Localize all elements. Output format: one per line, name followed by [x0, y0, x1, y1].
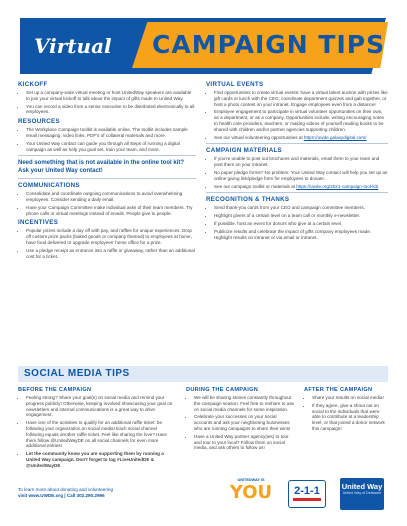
list-item: • Send thank-you cards from your CEO and campaign committee members.	[214, 205, 388, 211]
after-list	[304, 395, 388, 432]
list-item: • Set up a company-wide virtual meeting or host UnitedWay speakers are available to join your virtual kickoff to talk about the impact of gifts made to United Way.	[26, 90, 196, 102]
divider	[206, 192, 388, 193]
list-item: • Publicize results and celebrate the impact of gifts company employees made. Highlight results on intranet or via email or intranet.	[214, 229, 388, 241]
list-item: • Have one of the activities to qualify for an additional raffle ticket: be following your organization on social media! Each social channel following equals another raffle ticket. Feel like sharing the love? Have them follow @UnitedWayDE on all social channels for even more additional entries!	[26, 420, 176, 449]
list-item: • Highlight givers of a certain level on a team call or monthly e-newsletter.	[214, 213, 388, 219]
list-item: • Find opportunities to create virtual events: have a virtual talent auction with prizes like gift cards or lunch with the CEO, coordinate department quizzes and gab together, or host a photo contest on your intranet. Engage employees even from a distance!	[214, 90, 388, 107]
communications-heading: COMMUNICATIONS	[18, 182, 80, 190]
logo-211	[288, 480, 326, 508]
logo-you-small-text: UNITEDWAY IS	[237, 478, 265, 482]
recognition-heading: RECOGNITION & THANKS	[206, 196, 290, 204]
footer-contact	[18, 487, 168, 499]
campaign-materials-heading: CAMPAIGN MATERIALS	[206, 147, 282, 155]
toolkit-link[interactable]: https://uwde.org/2021-campaign-tool-kit/	[296, 183, 379, 189]
list-item: • Feeling strong? Share your goal(s) on social media and remind your progress publicly! Otherwise, keeping involved showcasing your goal on newsletters and internal communications is a great way to drive engagement.	[26, 395, 176, 418]
list-item: • If they agree, give a shout out on social to the individuals that were able to contribute at a leadership level, or that joined a donor network this campaign!	[312, 403, 388, 432]
logo-uw-name: United Way	[341, 482, 383, 491]
logo-you-big-text: YOU	[229, 482, 273, 503]
united-way-logo	[340, 478, 384, 510]
virtual-events-list	[206, 90, 388, 140]
resources-heading: RESOURCES	[18, 118, 60, 126]
list-item: • If you're unable to post out brochures and materials, email them to your team and post them on your intranet.	[214, 156, 388, 168]
list-item: • Share your results on social media!	[312, 395, 388, 401]
list-item: • Use a pledge receipt as entrance into a raffle or giveaway, rather than an additional cost for a ticket.	[26, 248, 196, 260]
list-item: • You can record a video from a senior executive to be distributed electronically to all employees.	[26, 104, 196, 116]
logo-uw-sub: United Way of Delaware	[342, 491, 382, 495]
header-banner	[20, 18, 386, 74]
list-item: • Employee engagement to participate in virtual volunteer opportunities on their own, as a department, or as a company. Opportunities include, writing encouraging notes to health care providers, teachers, or making videos of yourself reading books to be shared with children and/or partner agencies supporting children.	[214, 109, 388, 132]
resources-list	[18, 127, 196, 152]
before-campaign-column	[18, 386, 176, 471]
footer-line-1: To learn more about donating and volunteering	[18, 487, 114, 492]
logo-211-text: 2-1-1	[294, 485, 320, 497]
list-item: • No paper pledge forms? No problem. Your United Way contact will help you set up an online giving link/pledge form for employees to donate.	[214, 170, 388, 182]
list-item-text: See our campaign toolkit or materials at	[214, 183, 295, 189]
during-list	[186, 395, 296, 451]
list-item	[214, 135, 388, 141]
social-media-title: SOCIAL MEDIA TIPS	[24, 368, 130, 379]
during-campaign-column	[186, 386, 296, 453]
list-item	[214, 184, 388, 190]
virtual-events-heading: VIRTUAL EVENTS	[206, 81, 264, 88]
campaign-materials-list	[206, 156, 388, 189]
kickoff-list	[18, 90, 196, 115]
social-media-bar	[18, 366, 388, 382]
logo-211-stripe	[293, 498, 321, 501]
right-column	[206, 78, 388, 242]
list-item: • Have a United Way partner agency(ies) to tour and tour to your local? Follow them on social media, and ask others to follow us!	[194, 434, 296, 451]
communications-list	[18, 191, 196, 216]
before-heading: BEFORE THE CAMPAIGN	[18, 387, 92, 393]
list-item: • Popular prizes include a day off with pay, and raffles for unique experiences. Drop off custom prize packs (baked goods or company themed) to employees at home, have food delivered or upgrade employees' home office for a prize.	[26, 228, 196, 245]
list-item: • Your United Way contact can guide you through all steps of running a digital campaign as well as help you goal set, train your team, and more.	[26, 141, 196, 153]
footer-line-2[interactable]: visit www.UWDE.org | Call 302.290.2996	[18, 493, 105, 498]
incentives-heading: INCENTIVES	[18, 219, 59, 227]
list-item: • We will be sharing stories constantly throughout the campaign season. Feel free to reshare to use on social media channels for some inspiration.	[194, 395, 296, 412]
list-item: • Let the community know you are supporting them by running a United Way campaign. Don't forget to tag #LiveUnitedDE & @UnitedWayDE	[26, 451, 176, 468]
during-heading: DURING THE CAMPAIGN	[186, 387, 259, 393]
left-column	[18, 78, 196, 261]
after-campaign-column	[304, 386, 388, 434]
after-heading: AFTER THE CAMPAIGN	[304, 387, 373, 393]
volunteer-link[interactable]: https://uwde.galaxydigital.com/	[303, 134, 367, 140]
divider	[18, 155, 196, 156]
toolkit-callout: Need something that is not available in the online tool kit? Ask your United Way contact!	[18, 160, 185, 174]
unitedway-is-you-logo	[228, 478, 274, 508]
before-list	[18, 395, 176, 469]
recognition-list	[206, 205, 388, 240]
list-item: • Have your Campaign Committee make individual asks of their team members. Try phone calls or virtual meetings instead of emails. People give to people.	[26, 205, 196, 217]
kickoff-heading: KICKOFF	[18, 81, 48, 88]
list-item: • If possible, host an event for donors who give at a certain level.	[214, 221, 388, 227]
page-title: CAMPAIGN TIPS	[152, 30, 386, 59]
incentives-list	[18, 228, 196, 259]
list-item-text: See our virtual volunteering opportunities at	[214, 134, 303, 140]
divider	[18, 178, 196, 179]
list-item: • Consolidate and coordinate outgoing communications to avoid overwhelming employees. Consider sending a daily email.	[26, 191, 196, 203]
banner-prefix: Virtual	[34, 34, 112, 58]
divider	[206, 143, 388, 144]
list-item: • Celebrate your successes on your social accounts and ask your neighboring businesses who are running campaigns to share their wins!	[194, 414, 296, 431]
list-item: • The Workplace Campaign toolkit is available online. The toolkit includes sample email messaging, video links, PDF's of collateral materials and more.	[26, 127, 196, 139]
